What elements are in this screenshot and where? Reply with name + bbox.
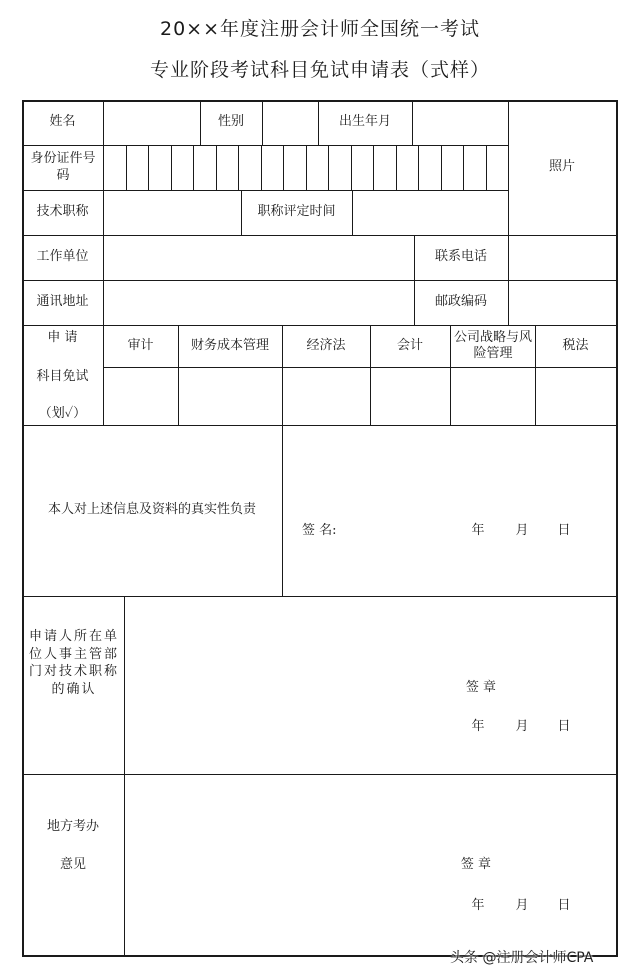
id-digit-divider xyxy=(261,145,262,190)
exempt-label-line1: 申 请 xyxy=(47,329,78,345)
technical-title-label: 技术职称 xyxy=(36,204,89,220)
exempt-label-line3: （划✓） xyxy=(38,405,87,421)
phone-label: 联系电话 xyxy=(434,249,487,265)
subject-checkbox[interactable] xyxy=(179,368,282,425)
exam-office-label-line1: 地方考办 xyxy=(46,818,99,834)
date-year-label: 年 xyxy=(471,522,485,538)
gender-label: 性别 xyxy=(217,114,244,130)
exam-office-date-day-label: 日 xyxy=(557,897,571,913)
id-digit-divider xyxy=(216,145,217,190)
id-digit-divider xyxy=(306,145,307,190)
title-date-label: 职称评定时间 xyxy=(257,204,336,220)
document-title-line2: 专业阶段考试科目免试申请表（式样） xyxy=(149,59,490,81)
subject-checkbox[interactable] xyxy=(371,368,450,425)
id-digit-divider xyxy=(193,145,194,190)
id-digit-divider xyxy=(328,145,329,190)
subject-tax-law: 税法 xyxy=(562,337,589,353)
id-digit-divider xyxy=(283,145,284,190)
id-digit-divider xyxy=(396,145,397,190)
table-border-right xyxy=(616,100,618,957)
exam-office-seal-label: 签 章 xyxy=(460,856,492,872)
gender-field[interactable] xyxy=(263,101,318,145)
id-digit-divider xyxy=(441,145,442,190)
signature-label: 签 名: xyxy=(302,522,337,538)
birth-label: 出生年月 xyxy=(338,114,391,130)
id-digit-divider xyxy=(373,145,374,190)
subject-financial-cost-management: 财务成本管理 xyxy=(190,337,269,353)
signature-field[interactable] xyxy=(352,515,452,547)
postcode-label: 邮政编码 xyxy=(434,294,487,310)
id-digit-divider xyxy=(463,145,464,190)
id-digit-divider xyxy=(171,145,172,190)
date-day-label: 日 xyxy=(557,522,571,538)
hr-date-year-label: 年 xyxy=(471,718,485,734)
subject-audit: 审计 xyxy=(127,337,154,353)
id-digit-divider xyxy=(486,145,487,190)
employer-field[interactable] xyxy=(104,236,414,280)
date-month-label: 月 xyxy=(515,522,529,538)
exempt-label-line2: 科目免试 xyxy=(36,368,89,384)
subject-accounting: 会计 xyxy=(396,337,423,353)
exam-office-opinion-field[interactable] xyxy=(125,775,616,955)
declaration-text: 本人对上述信息及资料的真实性负责 xyxy=(47,502,256,518)
subject-checkbox[interactable] xyxy=(536,368,616,425)
id-number-label: 身份证件号码 xyxy=(30,151,96,183)
subject-checkbox[interactable] xyxy=(283,368,370,425)
id-digit-divider xyxy=(238,145,239,190)
hr-seal-label: 签 章 xyxy=(465,679,497,695)
hr-date-month-label: 月 xyxy=(515,718,529,734)
exam-office-date-month-label: 月 xyxy=(515,897,529,913)
id-digit-divider xyxy=(148,145,149,190)
photo-placeholder[interactable]: 照片 xyxy=(548,159,575,175)
phone-field[interactable] xyxy=(509,236,616,280)
address-label: 通讯地址 xyxy=(36,294,89,310)
subject-checkbox[interactable] xyxy=(104,368,178,425)
address-field[interactable] xyxy=(104,281,414,325)
subject-economic-law: 经济法 xyxy=(306,337,346,353)
id-digit-divider xyxy=(126,145,127,190)
postcode-field[interactable] xyxy=(509,281,616,325)
hr-confirmation-label: 申请人所在单位人事主管部门对技术职称的确认 xyxy=(28,629,119,697)
technical-title-field[interactable] xyxy=(104,191,241,235)
id-digit-divider xyxy=(351,145,352,190)
name-field[interactable] xyxy=(104,101,200,145)
hr-confirmation-field[interactable] xyxy=(125,597,616,774)
birth-field[interactable] xyxy=(413,101,508,145)
exam-office-label-line2: 意见 xyxy=(59,856,86,872)
exam-office-date-year-label: 年 xyxy=(471,897,485,913)
subject-checkbox[interactable] xyxy=(451,368,535,425)
id-digit-divider xyxy=(418,145,419,190)
watermark-text: 头条 @注册会计师CPA xyxy=(450,950,594,966)
title-date-field[interactable] xyxy=(353,191,508,235)
col-line xyxy=(282,425,283,596)
subject-strategy-risk: 公司战略与风险管理 xyxy=(454,329,533,361)
name-label: 姓名 xyxy=(49,114,76,130)
document-title-line1: 20××年度注册会计师全国统一考试 xyxy=(159,18,481,40)
employer-label: 工作单位 xyxy=(36,249,89,265)
hr-date-day-label: 日 xyxy=(557,718,571,734)
